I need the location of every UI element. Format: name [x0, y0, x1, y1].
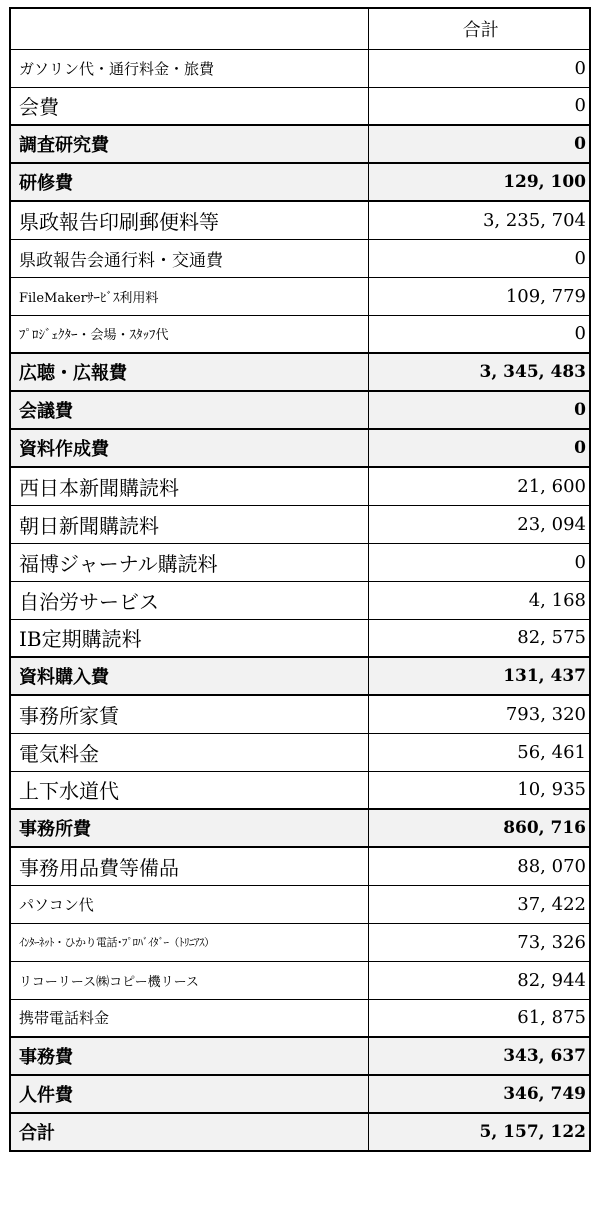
- table-row: [10, 999, 590, 1037]
- row-label: 会費: [10, 87, 368, 125]
- row-amount: 0: [368, 87, 590, 125]
- row-label: IB定期購読料: [10, 619, 368, 657]
- row-amount: 73, 326: [368, 923, 590, 961]
- subtotal-label: 研修費: [10, 163, 368, 201]
- subtotal-label: 事務費: [10, 1037, 368, 1075]
- row-label: 携帯電話料金: [10, 999, 368, 1037]
- row-label: ﾌﾟﾛｼﾞｪｸﾀｰ・会場・ｽﾀｯﾌ代: [10, 315, 368, 353]
- row-amount: 3, 235, 704: [368, 201, 590, 239]
- table-row: [10, 847, 590, 885]
- row-label: 事務用品費等備品: [10, 847, 368, 885]
- subtotal-row: [10, 1075, 590, 1113]
- header-label-cell: [10, 8, 368, 49]
- row-amount: 21, 600: [368, 467, 590, 505]
- subtotal-label: 会議費: [10, 391, 368, 429]
- row-label: リコーリース㈱コピー機リース: [10, 961, 368, 999]
- row-amount: 23, 094: [368, 505, 590, 543]
- table-row: [10, 467, 590, 505]
- subtotal-amount: 0: [368, 125, 590, 163]
- table-row: [10, 923, 590, 961]
- row-label: パソコン代: [10, 885, 368, 923]
- subtotal-label: 事務所費: [10, 809, 368, 847]
- table-row: [10, 239, 590, 277]
- subtotal-amount: 860, 716: [368, 809, 590, 847]
- subtotal-label: 合計: [10, 1113, 368, 1151]
- row-amount: 109, 779: [368, 277, 590, 315]
- subtotal-amount: 129, 100: [368, 163, 590, 201]
- table-row: [10, 277, 590, 315]
- row-amount: 4, 168: [368, 581, 590, 619]
- row-amount: 0: [368, 49, 590, 87]
- subtotal-label: 広聴・広報費: [10, 353, 368, 391]
- subtotal-amount: 0: [368, 429, 590, 467]
- row-label: ガソリン代・通行料金・旅費: [10, 49, 368, 87]
- row-label: 事務所家賃: [10, 695, 368, 733]
- table-header-row: [10, 8, 590, 49]
- table-row: [10, 49, 590, 87]
- subtotal-amount: 131, 437: [368, 657, 590, 695]
- subtotal-row: [10, 391, 590, 429]
- table-row: [10, 201, 590, 239]
- row-amount: 82, 575: [368, 619, 590, 657]
- subtotal-row: [10, 125, 590, 163]
- table-row: [10, 543, 590, 581]
- subtotal-row: [10, 657, 590, 695]
- row-label: 西日本新聞購読料: [10, 467, 368, 505]
- table-row: [10, 619, 590, 657]
- row-label: 県政報告印刷郵便料等: [10, 201, 368, 239]
- subtotal-label: 資料作成費: [10, 429, 368, 467]
- table-row: [10, 87, 590, 125]
- row-amount: 56, 461: [368, 733, 590, 771]
- subtotal-amount: 343, 637: [368, 1037, 590, 1075]
- row-label: FileMakerｻｰﾋﾞｽ利用料: [10, 277, 368, 315]
- table-body: [10, 49, 590, 1151]
- table-row: [10, 581, 590, 619]
- row-amount: 10, 935: [368, 771, 590, 809]
- table-row: [10, 505, 590, 543]
- subtotal-label: 資料購入費: [10, 657, 368, 695]
- table-row: [10, 315, 590, 353]
- row-amount: 0: [368, 239, 590, 277]
- row-amount: 793, 320: [368, 695, 590, 733]
- row-amount: 0: [368, 543, 590, 581]
- row-amount: 0: [368, 315, 590, 353]
- table-row: [10, 733, 590, 771]
- row-label: 福博ジャーナル購読料: [10, 543, 368, 581]
- subtotal-row: [10, 163, 590, 201]
- subtotal-amount: 0: [368, 391, 590, 429]
- subtotal-amount: 3, 345, 483: [368, 353, 590, 391]
- subtotal-label: 調査研究費: [10, 125, 368, 163]
- row-label: ｲﾝﾀｰﾈｯﾄ・ひかり電話･ﾌﾟﾛﾊﾞｲﾀﾞｰ（ﾄﾘﾆｱｽ）: [10, 923, 368, 961]
- table-row: [10, 771, 590, 809]
- subtotal-label: 人件費: [10, 1075, 368, 1113]
- expense-table: [9, 7, 591, 1152]
- table-row: [10, 961, 590, 999]
- subtotal-amount: 346, 749: [368, 1075, 590, 1113]
- row-amount: 37, 422: [368, 885, 590, 923]
- row-label: 朝日新聞購読料: [10, 505, 368, 543]
- row-label: 自治労サービス: [10, 581, 368, 619]
- header-total-cell: 合計: [368, 8, 590, 49]
- subtotal-amount: 5, 157, 122: [368, 1113, 590, 1151]
- row-label: 上下水道代: [10, 771, 368, 809]
- table-row: [10, 695, 590, 733]
- row-label: 電気料金: [10, 733, 368, 771]
- row-label: 県政報告会通行料・交通費: [10, 239, 368, 277]
- subtotal-row: [10, 1113, 590, 1151]
- row-amount: 88, 070: [368, 847, 590, 885]
- subtotal-row: [10, 1037, 590, 1075]
- row-amount: 82, 944: [368, 961, 590, 999]
- subtotal-row: [10, 353, 590, 391]
- subtotal-row: [10, 809, 590, 847]
- row-amount: 61, 875: [368, 999, 590, 1037]
- subtotal-row: [10, 429, 590, 467]
- table-row: [10, 885, 590, 923]
